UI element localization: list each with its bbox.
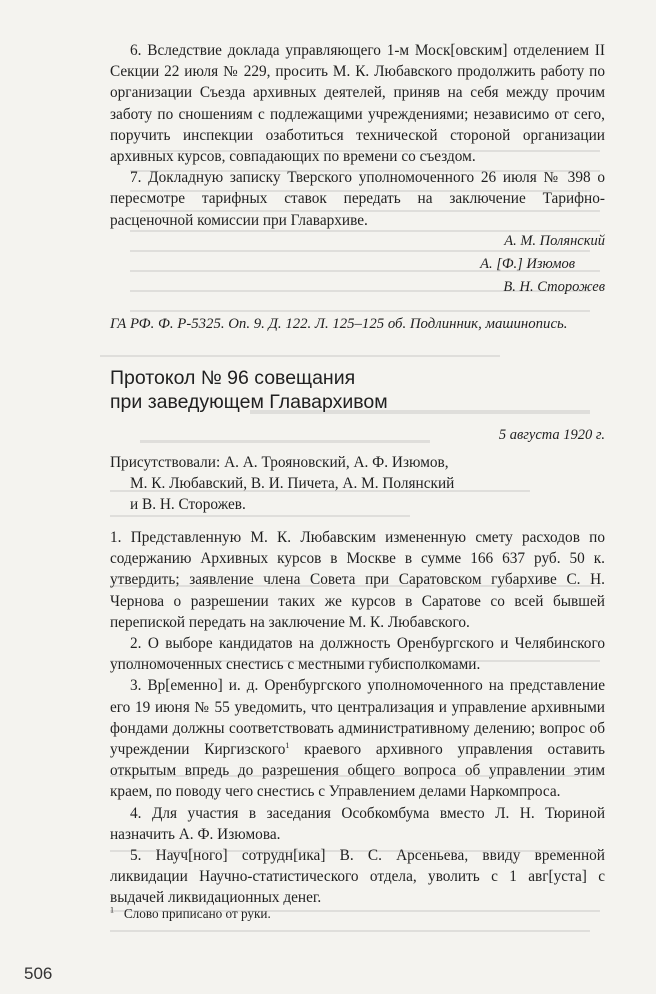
- resolution-item-3-text-a: 3. Вр[еменно] и. д. Оренбургского уполномоченного на представление его 19 июня № 55 уведомить, что централизация и управление архивными фондами должны соответствовать административному делению; вопрос об учреждении Киргизского: [110, 677, 605, 759]
- signatures: [110, 230, 605, 299]
- resolution-item-2: 2. О выборе кандидатов на должность Оренбургского и Челябинского уполномоченных снестись с местными губисполкомами.: [110, 635, 605, 674]
- signature-storozhev: В. Н. Сторожев: [503, 279, 605, 295]
- page-number: 506: [24, 964, 53, 983]
- attendees: [110, 452, 605, 516]
- resolution-items-bottom: [110, 527, 605, 909]
- attendees-line-1: Присутствовали: А. А. Трояновский, А. Ф. Изюмов,: [110, 454, 449, 471]
- footnote-block: [110, 905, 605, 923]
- signature-izyumov: А. [Ф.] Изюмов: [480, 256, 575, 272]
- heading-line-2: при заведующем Главархивом: [110, 390, 388, 413]
- heading-line-1: Протокол № 96 совещания: [110, 367, 356, 389]
- resolution-item-3: [110, 675, 605, 802]
- footnote-text: Слово приписано от руки.: [123, 906, 271, 921]
- resolution-item-5: 5. Науч[ного] сотрудн[ика] В. С. Арсеньева, ввиду временной ликвидации Научно-статистического отдела, уволить с 1 авг[уста] с выдачей ликвидационных денег.: [110, 847, 605, 907]
- resolution-item-7: 7. Докладную записку Тверского уполномоченного 26 июля № 398 о пересмотре тарифных ставок передать на заключение Тарифно-расценочной комиссии при Главархиве.: [110, 169, 605, 229]
- resolution-item-1: 1. Представленную М. К. Любавским измененную смету расходов по содержанию Архивных курсов в Москве в сумме 166 637 руб. 50 к. утвердить; заявление члена Совета при Саратовском губархиве С. Н. Чернова о разрешении таких же курсов в Саратове со всей бывшей перепиской передать на заключение М. К. Любавского.: [110, 529, 605, 631]
- protocol-date: 5 августа 1920 г.: [498, 427, 605, 443]
- footnote-mark: 1: [110, 905, 114, 915]
- footnote-ref: 1: [285, 740, 290, 750]
- attendees-line-2: М. К. Любавский, В. И. Пичета, А. М. Полянский: [130, 475, 455, 493]
- resolution-items-top: [110, 40, 605, 231]
- resolution-item-6: 6. Вследствие доклада управляющего 1-м Моск[овским] отделением II Секции 22 июля № 229, просить М. К. Любавского продолжить работу по организации Съезда архивных деятелей, приняв на себя между прочим заботу по сношениям с подлежащими учреждениями; независимо от сего, поручить инспекции озаботиться технической стороной организации архивных курсов, совпадающих по времени со съездом.: [110, 42, 605, 166]
- signature-polyansky: А. М. Полянский: [504, 233, 605, 249]
- archival-source-note: [110, 314, 605, 335]
- attendees-line-3: и В. Н. Сторожев.: [130, 496, 246, 514]
- source-citation: ГА РФ. Ф. Р-5325. Оп. 9. Д. 122. Л. 125–125 об. Подлинник, машинопись.: [110, 316, 568, 332]
- protocol-heading: [110, 367, 605, 414]
- resolution-item-4: 4. Для участия в заседания Особкомбума вместо Л. Н. Тюриной назначить А. Ф. Изюмова.: [110, 804, 605, 843]
- footnote: [110, 905, 605, 923]
- protocol-date-block: [110, 427, 605, 444]
- resolution-item-3-text-b: краевого архивного управления оставить открытым впредь до разрешения общего вопроса об управлении этим краем, по поводу чего снестись с Управлением делами Наркомпроса.: [110, 741, 605, 801]
